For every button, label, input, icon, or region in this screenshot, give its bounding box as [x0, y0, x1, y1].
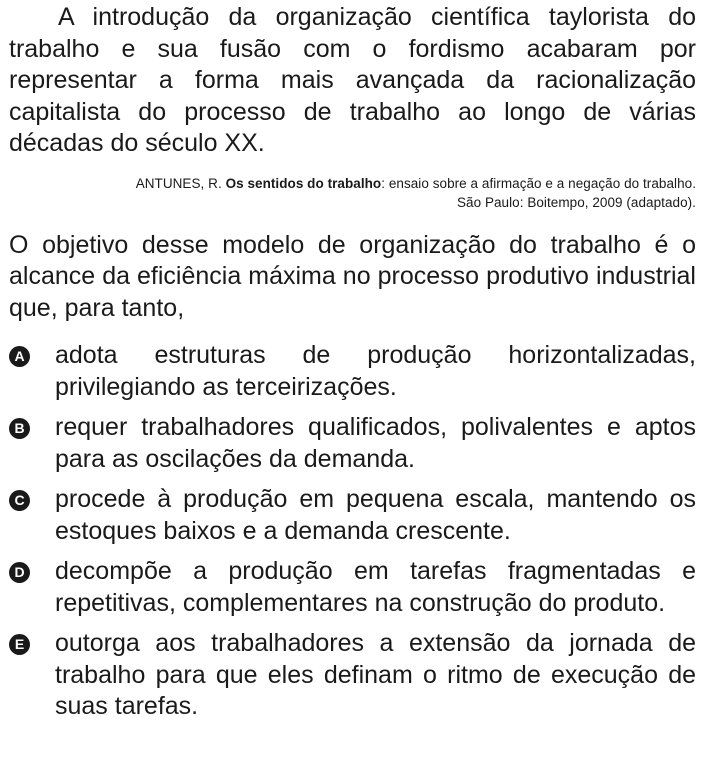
option-a-letter-badge: A — [9, 346, 30, 367]
question-prompt: O objetivo desse modelo de organização do trabalho é o alcance da eficiência máxima no processo produtivo industrial que, para tanto, — [9, 230, 696, 322]
option-d-text: decompõe a produção em tarefas fragmentadas e repetitivas, complementares na construção do produto. — [55, 557, 696, 617]
option-b-text: requer trabalhadores qualificados, polivalentes e aptos para as oscilações da demanda. — [55, 413, 696, 473]
option-a[interactable] — [9, 340, 696, 403]
option-e-letter-badge: E — [9, 634, 30, 655]
answer-options — [9, 340, 696, 723]
option-c-text: procede à produção em pequena escala, mantendo os estoques baixos e a demanda crescente. — [55, 485, 696, 545]
citation — [9, 174, 696, 212]
citation-publication: São Paulo: Boitempo, 2009 (adaptado). — [456, 194, 696, 210]
option-b-letter-badge: B — [9, 418, 30, 439]
option-b[interactable] — [9, 412, 696, 475]
citation-subtitle: : ensaio sobre a afirmação e a negação do trabalho. — [381, 175, 696, 191]
option-d[interactable] — [9, 556, 696, 619]
option-c-letter-badge: C — [9, 490, 30, 511]
citation-author: ANTUNES, R. — [135, 175, 222, 191]
citation-line-1 — [9, 174, 696, 193]
option-d-letter-badge: D — [9, 562, 30, 583]
excerpt-paragraph: A introdução da organização científica taylorista do trabalho e sua fusão com o fordismo acabaram por representar a forma mais avançada da racionalização capitalista do processo de trabalho ao longo de várias décadas do século XX. — [9, 3, 696, 157]
option-e-text: outorga aos trabalhadores a extensão da jornada de trabalho para que eles definam o ritmo de execução de suas tarefas. — [55, 629, 696, 720]
option-a-text: adota estruturas de produção horizontalizadas, privilegiando as terceirizações. — [55, 341, 696, 401]
citation-title: Os sentidos do trabalho — [225, 175, 382, 191]
option-c[interactable] — [9, 484, 696, 547]
option-e[interactable] — [9, 628, 696, 723]
